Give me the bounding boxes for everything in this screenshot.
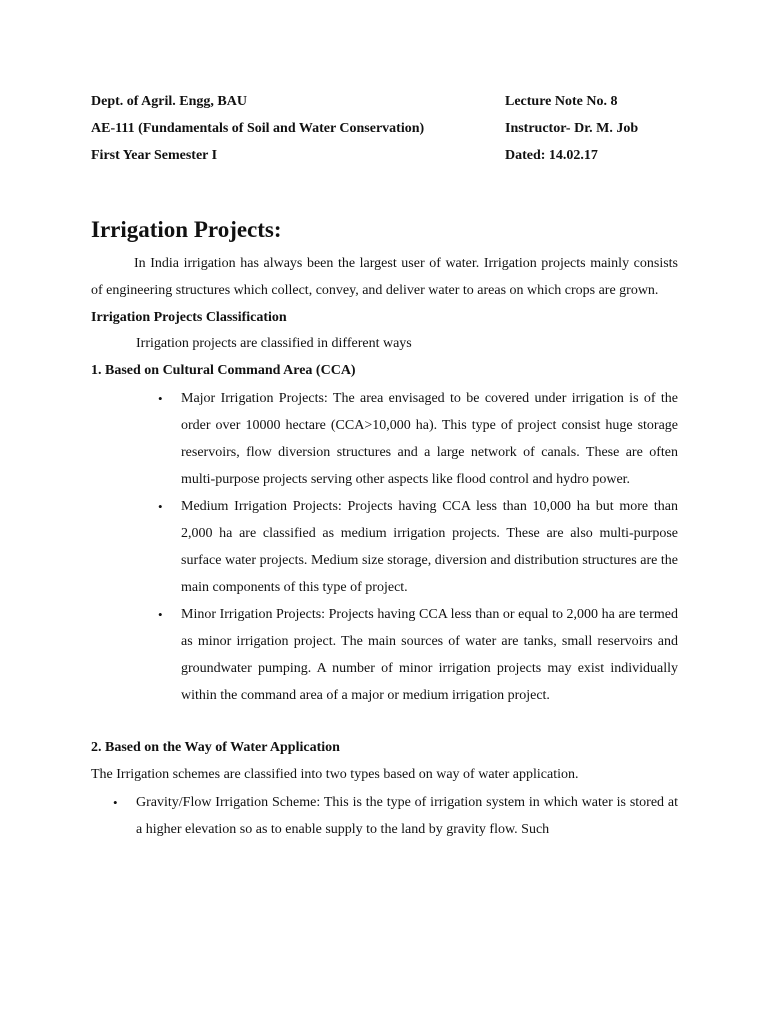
list-item-text: Minor Irrigation Projects: Projects having CCA less than or equal to 2,000 ha are termed as minor irrigation project. The main sources of water are tanks, small reservoirs and groundwater pumping. A number of minor irrigation projects may exist individually within the command area of a major or medium irrigation project. — [181, 606, 678, 703]
section-2-list — [91, 789, 678, 843]
list-item — [113, 789, 678, 843]
section-1-list — [91, 385, 678, 709]
list-item-text: Medium Irrigation Projects: Projects having CCA less than 10,000 ha but more than 2,000 ha are classified as medium irrigation projects. These are also multi-purpose surface water projects. Medium size storage, diversion and distribution structures are the main components of this type of project. — [181, 498, 678, 595]
lecture-number-text: Lecture Note No. 8 — [505, 94, 618, 109]
header-row-1 — [91, 92, 691, 119]
section-1-heading: 1. Based on Cultural Command Area (CCA) — [91, 363, 356, 379]
list-item — [158, 601, 678, 709]
bullet-icon: • — [158, 498, 163, 514]
document-header — [91, 92, 691, 173]
section-spacer — [91, 709, 678, 735]
department-text: Dept. of Agril. Engg, BAU — [91, 94, 247, 109]
intro-paragraph: In India irrigation has always been the largest user of water. Irrigation projects mainly consists of engineering structures which collect, convey, and deliver water to areas on which crops are grown. — [91, 256, 678, 298]
header-row-2 — [91, 119, 691, 146]
date-text: Dated: 14.02.17 — [505, 148, 598, 163]
list-item — [158, 385, 678, 493]
page-title: Irrigation Projects: — [91, 217, 282, 242]
section-2-heading: 2. Based on the Way of Water Application — [91, 739, 340, 755]
list-item-text: Gravity/Flow Irrigation Scheme: This is the type of irrigation system in which water is stored at a higher elevation so as to enable supply to the land by gravity flow. Such — [136, 794, 678, 837]
instructor-text: Instructor- Dr. M. Job — [505, 121, 639, 136]
classification-text: Irrigation projects are classified in different ways — [136, 336, 412, 352]
header-row-3 — [91, 146, 691, 173]
year-text: First Year Semester I — [91, 148, 218, 163]
bullet-icon: • — [158, 606, 163, 622]
classification-heading: Irrigation Projects Classification — [91, 309, 287, 325]
section-2-text: The Irrigation schemes are classified into two types based on way of water application. — [91, 766, 579, 782]
bullet-icon: • — [158, 390, 163, 406]
list-item-text: Major Irrigation Projects: The area envisaged to be covered under irrigation is of the order over 10000 hectare (CCA>10,000 ha). This type of project consist huge storage reservoirs, flow diversion structures and a large network of canals. These are often multi-purpose projects serving other aspects like flood control and hydro power. — [181, 390, 678, 487]
bullet-icon: • — [113, 794, 118, 810]
course-text: AE-111 (Fundamentals of Soil and Water Conservation) — [91, 121, 425, 136]
list-item — [158, 493, 678, 601]
document-body — [91, 210, 678, 843]
